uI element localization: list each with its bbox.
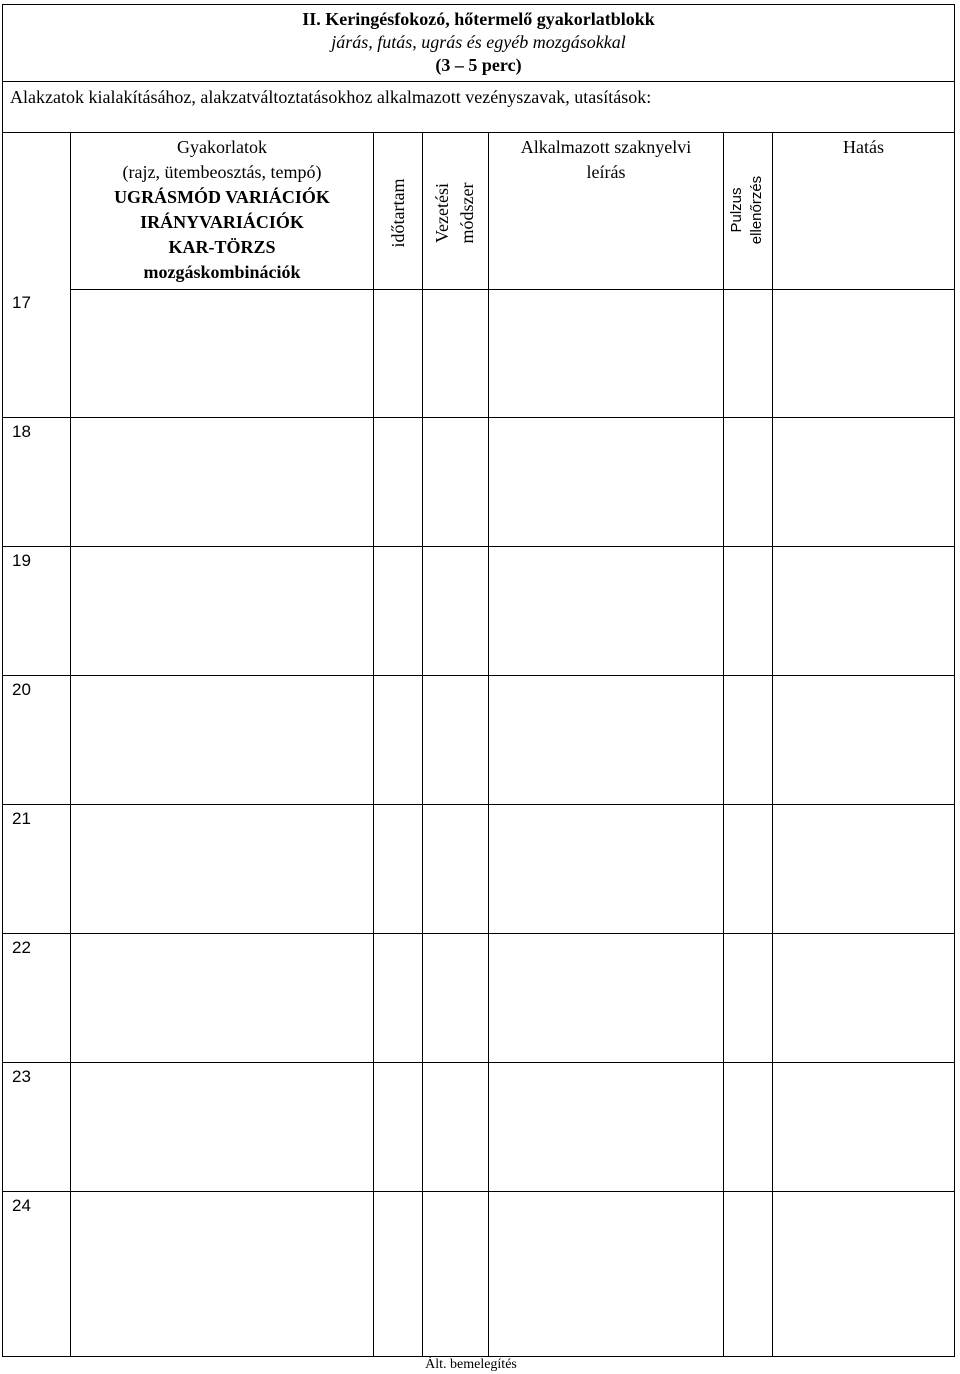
duration-header — [386, 148, 410, 278]
method-header — [430, 148, 480, 278]
description-header-line1: Alkalmazott szaknyelvi — [520, 137, 692, 157]
header-row-divider — [70, 289, 954, 290]
exercises-header-line6: mozgáskombinációk — [143, 262, 301, 282]
block-duration: (3 – 5 perc) — [435, 55, 522, 75]
duration-header-label: időtartam — [388, 178, 408, 248]
row-number-21: 21 — [12, 809, 31, 828]
footer-label: Ált. bemelegítés — [425, 1357, 517, 1372]
exercises-header-line3: UGRÁSMÓD VARIÁCIÓK — [114, 187, 330, 207]
row-number-20: 20 — [12, 680, 31, 699]
grid-line-col4 — [488, 132, 489, 1356]
exercises-header — [71, 135, 373, 285]
exercises-header-line5: KAR-TÖRZS — [168, 237, 276, 257]
row-number-17: 17 — [12, 293, 31, 312]
method-header-line1: Vezetési — [432, 183, 452, 243]
worksheet-table — [2, 4, 955, 1357]
effect-header — [773, 135, 954, 160]
row-number-22: 22 — [12, 938, 31, 957]
row-divider-18 — [3, 546, 954, 547]
grid-line-col1 — [70, 132, 71, 1356]
row-number-18: 18 — [12, 422, 31, 441]
instruction-divider — [3, 132, 954, 133]
grid-line-col2 — [373, 132, 374, 1356]
grid-line-col5 — [723, 132, 724, 1356]
pulse-header-line1: Pulzus — [728, 187, 745, 233]
row-divider-21 — [3, 933, 954, 934]
row-number-23: 23 — [12, 1067, 31, 1086]
method-header-line2: módszer — [457, 182, 477, 244]
title-divider — [3, 81, 954, 82]
row-divider-23 — [3, 1191, 954, 1192]
row-number-24: 24 — [12, 1196, 31, 1215]
pulse-header — [727, 160, 767, 260]
row-number-19: 19 — [12, 551, 31, 570]
row-divider-19 — [3, 675, 954, 676]
pulse-header-line2: ellenőrzés — [748, 175, 765, 245]
effect-header-label: Hatás — [843, 137, 884, 157]
block-subtitle: járás, futás, ugrás és egyéb mozgásokkal — [331, 32, 626, 52]
exercises-header-line1: Gyakorlatok — [177, 137, 267, 157]
row-divider-22 — [3, 1062, 954, 1063]
description-header — [489, 135, 723, 185]
exercises-header-line4: IRÁNYVARIÁCIÓK — [140, 212, 304, 232]
grid-line-col3 — [422, 132, 423, 1356]
instruction-text: Alakzatok kialakításához, alakzatváltoztatásokhoz alkalmazott vezényszavak, utasítások: — [10, 87, 652, 107]
exercises-header-line2: (rajz, ütembeosztás, tempó) — [122, 162, 322, 182]
row-divider-20 — [3, 804, 954, 805]
grid-line-col6 — [772, 132, 773, 1356]
block-title: II. Keringésfokozó, hőtermelő gyakorlatblokk — [302, 9, 655, 29]
description-header-line2: leírás — [586, 162, 626, 182]
row-divider-17 — [3, 417, 954, 418]
